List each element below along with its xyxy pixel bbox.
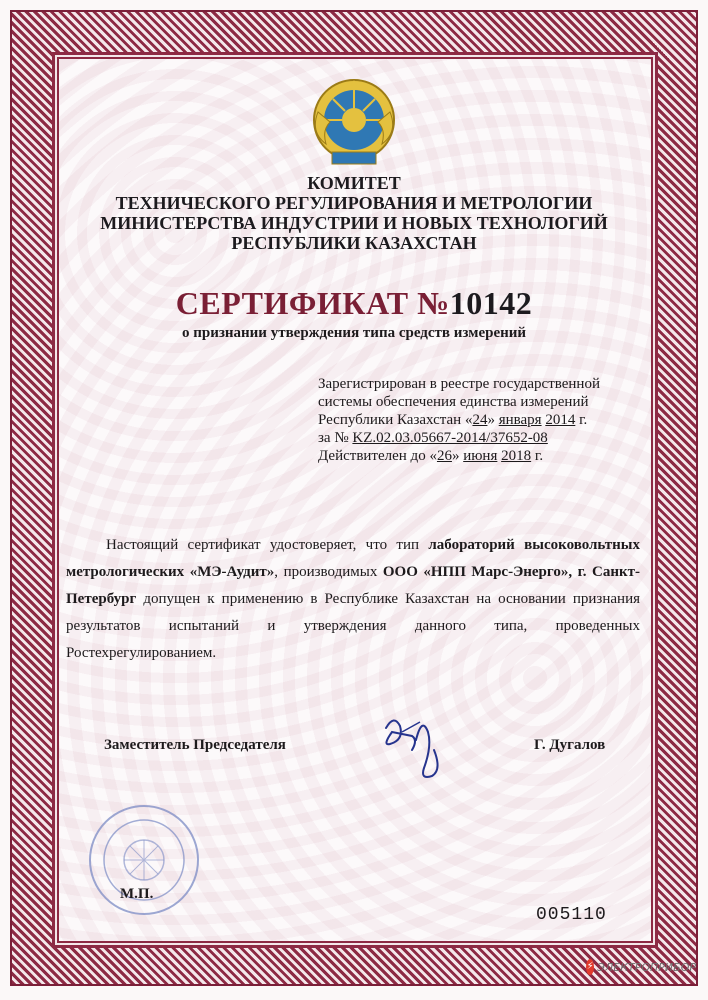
manufacturer: ООО «НПП Марс-Энерго», г. Санкт-Петербург <box>66 564 640 607</box>
signatory-name: Г. Дугалов <box>534 737 606 753</box>
registration-day: 24 <box>472 412 488 428</box>
committee-line-1: КОМИТЕТ <box>307 173 401 193</box>
valid-month: июня <box>463 448 498 464</box>
certificate-number: 10142 <box>449 285 533 321</box>
kazakhstan-emblem-icon <box>304 72 404 172</box>
stamp-label: М.П. <box>120 886 154 902</box>
committee-line-4: РЕСПУБЛИКИ КАЗАХСТАН <box>231 233 477 253</box>
watermark-logo-icon: ⚡ <box>586 959 594 975</box>
certificate-title-text: СЕРТИФИКАТ № <box>175 285 450 321</box>
registration-year: 2014 <box>545 412 576 428</box>
watermark-text: ЭЛЕКТРОПРИБОР <box>597 960 696 974</box>
signature-icon <box>372 706 462 786</box>
committee-line-2: ТЕХНИЧЕСКОГО РЕГУЛИРОВАНИЯ И МЕТРОЛОГИИ <box>115 193 593 213</box>
watermark <box>586 956 696 978</box>
certificate-body <box>66 532 640 667</box>
signatory-position: Заместитель Председателя <box>104 737 286 753</box>
serial-number: 005110 <box>536 905 607 925</box>
registration-line-3: Республики Казахстан «24» января 2014 г. <box>318 412 588 428</box>
registration-line-2: системы обеспечения единства измерений <box>318 394 589 410</box>
registration-line-1: Зарегистрирован в реестре государственной <box>318 376 600 392</box>
committee-line-3: МИНИСТЕРСТВА ИНДУСТРИИ И НОВЫХ ТЕХНОЛОГИЙ <box>100 213 608 233</box>
registration-month: января <box>498 412 542 428</box>
registration-line-5: Действителен до «26» июня 2018 г. <box>318 448 544 464</box>
body-paragraph: Настоящий сертификат удостоверяет, что тип лабораторий высоковольтных метрологических «МЭ-Аудит», производимых ООО «НПП Марс-Энерго», г. Санкт-Петербург допущен к применению в Республике Казахстан на основании признания результатов испытаний и утверждения данного типа, проведенных Ростехрегулированием. <box>66 537 640 661</box>
registration-block <box>318 375 648 465</box>
valid-day: 26 <box>436 448 452 464</box>
device-type: лабораторий высоковольтных метрологических «МЭ-Аудит» <box>66 537 640 580</box>
registration-line-4: за № KZ.02.03.05667-2014/37652-08 <box>318 430 548 446</box>
registration-number: KZ.02.03.05667-2014/37652-08 <box>352 430 548 446</box>
certificate-title <box>60 284 648 322</box>
certificate-subtitle: о признании утверждения типа средств измерений <box>181 325 527 341</box>
valid-year: 2018 <box>501 448 532 464</box>
